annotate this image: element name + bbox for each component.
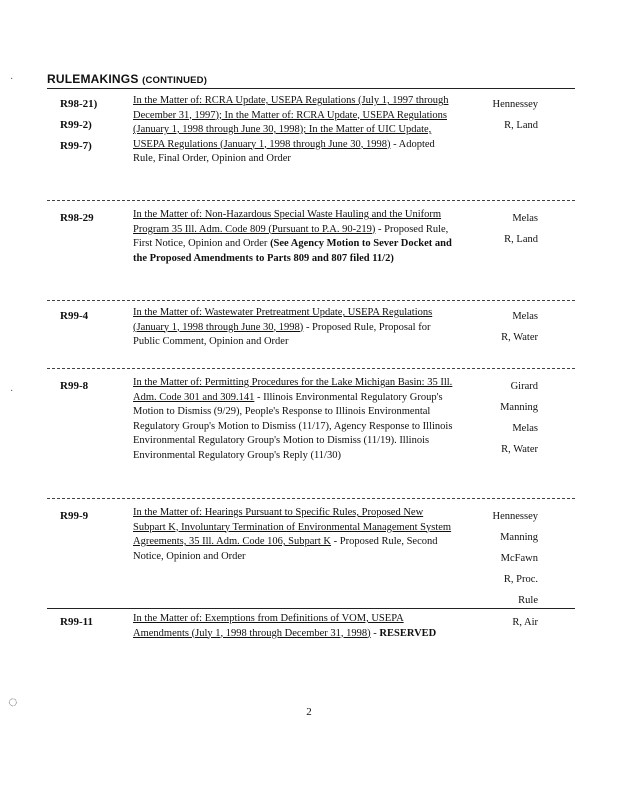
docket-numbers <box>60 376 124 397</box>
docket-numbers <box>60 612 124 633</box>
docket-number: R98-29 <box>60 212 94 224</box>
matter-title: In the Matter of: Hearings Pursuant to Specific Rules, Proposed New Subpart K, Involuntary Termination of Environmental Management System Agreements, 35 Ill. Adm. Code 106, Subpart K <box>133 507 452 547</box>
assignment: R, Water <box>501 444 538 455</box>
docket-number: R99-7) <box>60 140 92 152</box>
heading-rule <box>47 88 575 89</box>
matter-note: RESERVED <box>379 627 437 639</box>
entry-description <box>133 506 458 564</box>
matter-status: - Adopted Rule, Final Order, Opinion and Order <box>133 138 435 164</box>
entry-description <box>133 306 458 350</box>
docket-number: R99-2) <box>60 119 92 131</box>
entry-description <box>133 208 458 266</box>
matter-status: - Proposed Rule, Second Notice, Opinion and Order <box>133 536 438 562</box>
assignment: Melas <box>512 311 538 322</box>
docket-number: R99-9 <box>60 510 89 522</box>
matter-status: - Proposed Rule, Proposal for Public Comment, Opinion and Order <box>133 321 431 347</box>
scan-blot: ◌ <box>8 694 18 711</box>
scan-speck: · <box>10 74 14 85</box>
assignments <box>462 612 538 633</box>
docket-number: R99-11 <box>60 616 93 628</box>
entry-divider <box>47 498 575 499</box>
matter-title: In the Matter of: Exemptions from Definitions of VOM, USEPA Amendments (July 1, 1998 through December 31, 1998) <box>133 613 404 639</box>
assignment: Melas <box>512 423 538 434</box>
assignments <box>462 306 538 348</box>
matter-note: (See Agency Motion to Sever Docket and the Proposed Amendments to Parts 809 and 807 filed 11/2) <box>133 238 452 264</box>
matter-title: In the Matter of: Wastewater Pretreatment Update, USEPA Regulations (January 1, 1998 through June 30, 1998) <box>133 307 433 333</box>
matter-status: - Proposed Rule, First Notice, Opinion and Order <box>133 223 449 249</box>
entry-divider <box>47 200 575 201</box>
assignments <box>462 94 538 136</box>
docket-number: R99-4 <box>60 310 89 322</box>
matter-title: In the Matter of: RCRA Update, USEPA Regulations (July 1, 1997 through December 31, 1997); In the Matter of: RCRA Update, USEPA Regulations (January 1, 1998 through June 30, 1998); In the Matter of UIC Update, USEPA Regulations (January 1, 1998 through June 30, 1998) <box>133 95 449 150</box>
matter-status: - Illinois Environmental Regulatory Group's Motion to Dismiss (9/29), People's Response to Illinois Environmental Regulatory Group's Motion to Dismiss (11/17), Agency Response to Illinois Environmental Regulatory Group's Motion to Dismiss (11/19). Illinois Environmental Regulatory Group's Reply (11/30) <box>133 391 453 461</box>
assignment: Rule <box>518 595 538 606</box>
entry-divider <box>47 608 575 609</box>
assignment: Girard <box>510 381 538 392</box>
assignment: R, Air <box>512 617 538 628</box>
assignment: R, Land <box>504 120 538 131</box>
assignments <box>462 506 538 611</box>
matter-status: - <box>370 627 380 639</box>
entry-divider <box>47 368 575 369</box>
assignment: Manning <box>500 402 538 413</box>
docket-numbers <box>60 506 124 527</box>
assignment: R, Proc. <box>503 574 538 585</box>
matter-title: In the Matter of: Non-Hazardous Special Waste Hauling and the Uniform Program 35 Ill. Adm. Code 809 (Pursuant to P.A. 90-219) <box>133 209 442 235</box>
assignment: R, Land <box>504 234 538 245</box>
matter-title: In the Matter of: Permitting Procedures for the Lake Michigan Basin: 35 Ill. Adm. Code 301 and 309.141 <box>133 377 453 403</box>
entry-description <box>133 612 458 641</box>
assignment: Manning <box>500 532 538 543</box>
docket-number: R98-21) <box>60 98 98 110</box>
docket-numbers <box>60 208 124 229</box>
assignments <box>462 376 538 460</box>
entry-description <box>133 94 458 167</box>
section-heading-main: RULEMAKINGS <box>47 72 139 86</box>
assignment: Hennessey <box>492 511 538 522</box>
docket-numbers <box>60 306 124 327</box>
assignment: Melas <box>512 213 538 224</box>
assignment: Hennessey <box>492 99 538 110</box>
section-heading-suffix: (CONTINUED) <box>142 75 208 86</box>
section-heading <box>47 72 207 86</box>
entry-divider <box>47 300 575 301</box>
entry-description <box>133 376 458 463</box>
page-number: 2 <box>306 706 312 718</box>
assignment: R, Water <box>501 332 538 343</box>
docket-numbers <box>60 94 124 157</box>
assignments <box>462 208 538 250</box>
docket-number: R99-8 <box>60 380 89 392</box>
assignment: McFawn <box>500 553 538 564</box>
scan-speck: · <box>10 386 14 397</box>
